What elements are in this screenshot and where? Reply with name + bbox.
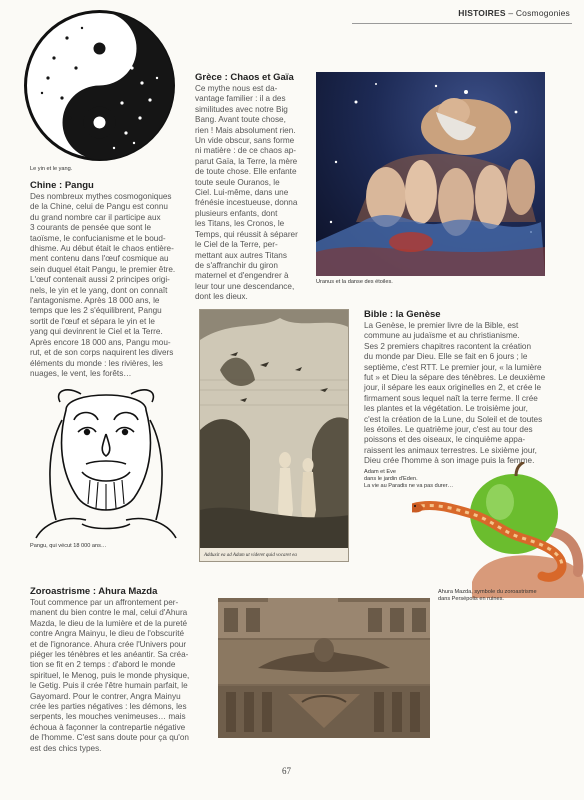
text-line: sein duquel était Pangu, le premier être. [30,264,176,274]
zoro-text [30,598,210,754]
text-line: yang qui devinrent le Ciel et la Terre. [30,327,163,337]
text-line: taoïsme, le confucianisme et le boud- [30,233,166,243]
apple-snake-hand-photo [412,462,584,598]
text-line: est des chics types. [30,743,102,753]
page-number: 67 [282,766,291,776]
text-line: 3 courants de pensée que sont le [30,223,152,233]
yin-yang-caption: Le yin et le yang. [30,166,73,172]
text-line: Ses 2 premiers chapitres racontent la création [364,341,532,351]
text-line: serpents, les mouches venimeuses… mais [30,712,186,722]
text-line: mettant aux autres Titans [195,250,287,260]
text-line: Temps, qui réussit à séparer [195,229,298,239]
text-line: les Titans, les Cronos, le [195,219,285,229]
text-line: échoua à façonner la contrepartie négative [30,722,186,732]
pangu-illustration [26,380,186,540]
persepolis-caption [438,589,568,603]
engraving-inscription: Adduxit ea ad Adam ut videret quid vocaret ea [204,553,297,558]
text-line: fut » et Dieu la sépare des ténèbres. Le deuxième [364,373,546,383]
text-line: firmament sous lequel naît la terre ferme. Il crée [364,393,538,403]
persepolis-relief-photo [218,598,430,738]
text-line: ment contenu dans l'œuf cosmique au [30,254,169,264]
text-line: frénésie incestueuse, donna [195,198,298,208]
text-line: de s'affranchir du giron [195,260,278,270]
text-line: rut, et de son corps naquirent les divers [30,348,174,358]
text-line: raissent les animaux terrestres. Le sixième jour, [364,445,537,455]
text-line: contre Angra Mainyu, le dieu de l'obscurité [30,629,185,639]
text-line: nuages, le vent, les forêts… [30,368,132,378]
text-line: de la Chine, celui de Pangu est connu [30,202,168,212]
header-dash: – [505,8,516,18]
text-line: dhisme. Au début était le chaos entière- [30,244,174,254]
text-line: du monde par Dieu. Elle se fait en 6 jours ; le [364,352,528,362]
text-line: Ciel. Lui-même, dans une [195,188,289,198]
pangu-caption: Pangu, qui vécut 18 000 ans… [30,543,107,549]
text-line: éléments du monde : les rivières, les [30,358,163,368]
text-line: c'est la création de la Lune, du Soleil et de toutes [364,414,543,424]
text-line: Des nombreux mythes cosmogoniques [30,192,172,201]
text-line: piéger les ténèbres et les anéantir. Sa créa- [30,650,189,660]
text-line: et de l'ignorance. Ahura crée l'Univers pour [30,639,187,649]
text-line: les étoiles. Le quatrième jour, c'est au tour des [364,425,533,435]
text-line: jour, il sépare les eaux originelles en 2, et crée le [364,383,542,393]
chine-text [30,192,190,379]
text-line: de toute chose. Elle enfante [195,167,297,177]
chine-title: Chine : Pangu [30,180,94,191]
text-line: nels, le yin et le yang, dont on connaît [30,285,168,295]
genesis-engraving [199,309,349,562]
uranus-caption: Uranus et la danse des étoiles. [316,279,393,285]
text-line: similitudes avec notre Big [195,104,288,114]
text-line: La Genèse, le premier livre de la Bible, est [364,321,519,330]
text-line: plusieurs enfants, dont [195,208,278,218]
text-line: Mazda, le dieu de la lumière et de la pureté [30,618,188,628]
caption-line: La vie au Paradis ne va pas durer… [364,483,454,489]
caption-line: dans le jardin d'Eden. [364,476,418,482]
text-line: l'antagonisme. Après 18 000 ans, le [30,296,160,306]
text-line: maternel et d'engendrer à [195,271,289,281]
text-line: de l'homme. C'est sans doute pour ça qu'on [30,733,189,743]
caption-line: Adam et Eve [364,469,397,475]
zoro-title: Zoroastrisme : Ahura Mazda [30,586,158,597]
text-line: dont les dieux. [195,292,248,302]
running-header [458,8,570,18]
text-line: manent du bien contre le mal, celui d'Ahura [30,608,188,618]
bible-title: Bible : la Genèse [364,309,441,320]
text-line: septième, c'est RTT. Le premier jour, « la lumière [364,362,542,372]
text-line: spirituel, le Menog, puis le monde physique, [30,670,190,680]
bible-text [364,321,570,467]
text-line: Dieu crée l'homme à son image puis la femme. [364,456,535,466]
text-line: le Ciel de la Terre, per- [195,240,278,250]
text-line: vantage familier : il a des [195,94,286,104]
text-line: poissons et des oiseaux, le cinquième appa- [364,435,526,445]
text-line: temps que les 2 s'équilibrent, Pangu [30,306,162,316]
grece-title: Grèce : Chaos et Gaïa [195,72,294,83]
text-line: commune au judaïsme et au christianisme. [364,331,520,341]
caption-line: dans Persépolis en ruines. [438,596,504,602]
text-line: sortit de l'œuf et sépara le yin et le [30,316,155,326]
text-line: ni matière : de ce chaos ap- [195,146,297,156]
header-topic: Cosmogonies [515,8,570,18]
text-line: le Getig. Puis il crée l'être humain parfait, le [30,681,188,691]
yin-yang-illustration [22,8,177,163]
grece-text [195,84,313,303]
text-line: L'œuf contenait aussi 2 principes origi- [30,275,170,285]
text-line: Ce mythe nous est da- [195,84,278,93]
text-line: Un vide obscur, sans forme [195,136,295,146]
text-line: Tout commence par un affrontement per- [30,598,179,607]
text-line: les plantes et la végétation. Le troisième jour, [364,404,528,414]
text-line: crée les parties négatives : les démons, les [30,702,187,712]
text-line: Gayomard. Pour le contrer, Angra Mainyu [30,691,181,701]
uranus-painting [316,72,545,276]
text-line: rien ! Mais absolument rien. [195,125,296,135]
text-line: Bang. Avant toute chose, [195,115,286,125]
text-line: Après encore 18 000 ans, Pangu mou- [30,337,171,347]
text-line: leur tour une descendance, [195,281,295,291]
text-line: parut Gaïa, la Terre, la mère [195,156,298,166]
text-line: du grand nombre car il participe aux [30,212,161,222]
text-line: toute seule Ouranos, le [195,177,280,187]
header-section: HISTOIRES [458,8,506,18]
caption-line: Ahura Mazda, symbole du zoroastrisme [438,589,537,595]
header-rule [352,23,572,24]
text-line: tion se fit en 2 temps : d'abord le monde [30,660,176,670]
